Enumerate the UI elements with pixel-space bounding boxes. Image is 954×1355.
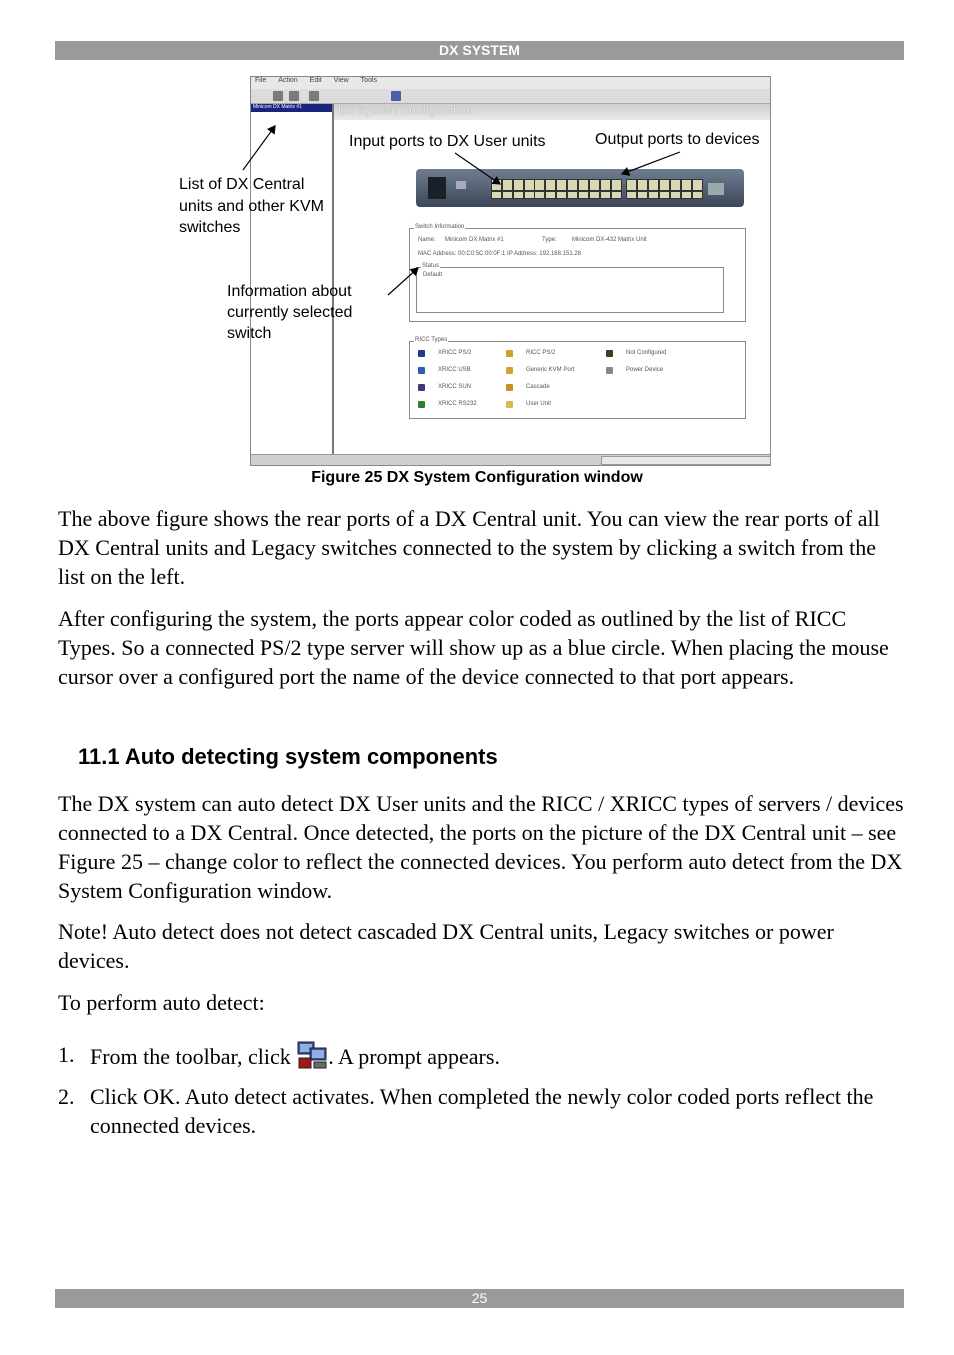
type-value: Minicom DX-432 Matrix Unit	[572, 237, 647, 243]
input-ports-arrow	[455, 153, 500, 184]
config-title: DX System Configuration	[338, 105, 473, 117]
ricc-type-label: Power Device	[626, 367, 664, 373]
ricc-type-label: XRICC SUN	[438, 384, 472, 390]
name-value: Minicom DX Matrix #1	[445, 237, 504, 243]
callout-info-line1: Information about	[227, 283, 352, 300]
callout-arrows	[0, 0, 954, 470]
callout-list-line2: units and other KVM	[179, 198, 324, 215]
ricc-type-label: XRICC USB	[438, 367, 471, 373]
step-1-text-before: From the toolbar, click	[90, 1044, 297, 1069]
ricc-type-label: User Unit	[526, 401, 552, 407]
menu-file[interactable]: File	[255, 77, 267, 84]
step-2-number: 2.	[58, 1084, 75, 1109]
step-1-number: 1.	[58, 1042, 75, 1067]
info-arrow	[388, 268, 418, 295]
auto-detect-icon	[296, 1040, 328, 1070]
paragraph-3: The DX system can auto detect DX User units and the RICC / XRICC types of servers / devices connected to a DX Central. Once detected, the ports on the picture of the DX Central unit – see Figure 25 – change color to reflect the connected devices. You perform auto detect from the DX System Configuration window.	[58, 791, 904, 903]
ricc-type-label: XRICC PS/2	[438, 350, 472, 356]
callout-info-line2: currently selected	[227, 304, 353, 321]
paragraph-2: After configuring the system, the ports appear color coded as outlined by the list of RICC Types. So a connected PS/2 type server will show up as a blue circle. When placing the mouse cursor over a configured port the name of the device connected to that port appears.	[58, 606, 889, 689]
menu-tools[interactable]: Tools	[360, 77, 378, 84]
ricc-type-label: Generic KVM Port	[526, 367, 575, 373]
status-label: Status	[422, 263, 440, 269]
menu-edit[interactable]: Edit	[309, 77, 322, 84]
ricc-type-label: Not Configured	[626, 350, 667, 356]
callout-output-ports: Output ports to devices	[595, 131, 760, 148]
footer-bar	[55, 1289, 904, 1308]
header-title: DX SYSTEM	[439, 42, 520, 58]
type-label: Type:	[542, 237, 557, 243]
name-label: Name:	[418, 237, 436, 243]
ricc-type-label: RICC PS/2	[526, 350, 556, 356]
page-number: 25	[471, 1290, 488, 1306]
section-heading: 11.1 Auto detecting system components	[78, 744, 498, 769]
paragraph-5: To perform auto detect:	[58, 990, 265, 1015]
selected-switch-label: Minicom DX Matrix #1	[253, 104, 302, 110]
mac-line: MAC Address: 00:C0:5C:00:0F:1 IP Address: 192.168.151.28	[418, 251, 581, 257]
list-arrow	[243, 126, 275, 170]
step-1-text	[90, 1040, 900, 1071]
callout-list-line1: List of DX Central	[179, 176, 305, 193]
ricc-types-label: RICC Types	[415, 337, 448, 343]
callout-info-line3: switch	[227, 325, 272, 342]
ricc-type-label: Cascade	[526, 384, 550, 390]
step-1-text-after: . A prompt appears.	[328, 1044, 500, 1069]
callout-list-line3: switches	[179, 219, 241, 236]
ricc-type-label: XRICC RS232	[438, 401, 477, 407]
paragraph-1: The above figure shows the rear ports of a DX Central unit. You can view the rear ports of all DX Central units and Legacy switches connected to the system by clicking a switch from the list on the left.	[58, 506, 880, 589]
switch-info-label: Switch Information	[415, 224, 465, 230]
menu-view[interactable]: View	[333, 77, 349, 84]
paragraph-4: Note! Auto detect does not detect cascaded DX Central units, Legacy switches or power devices.	[58, 919, 834, 973]
callout-input-ports: Input ports to DX User units	[349, 133, 546, 150]
step-2-text: Click OK. Auto detect activates. When completed the newly color coded ports reflect the connected devices.	[90, 1084, 874, 1138]
output-ports-arrow	[622, 152, 680, 174]
menu-action[interactable]: Action	[278, 77, 298, 84]
status-value: Default	[423, 272, 443, 278]
figure-caption: Figure 25 DX System Configuration window	[311, 469, 643, 486]
